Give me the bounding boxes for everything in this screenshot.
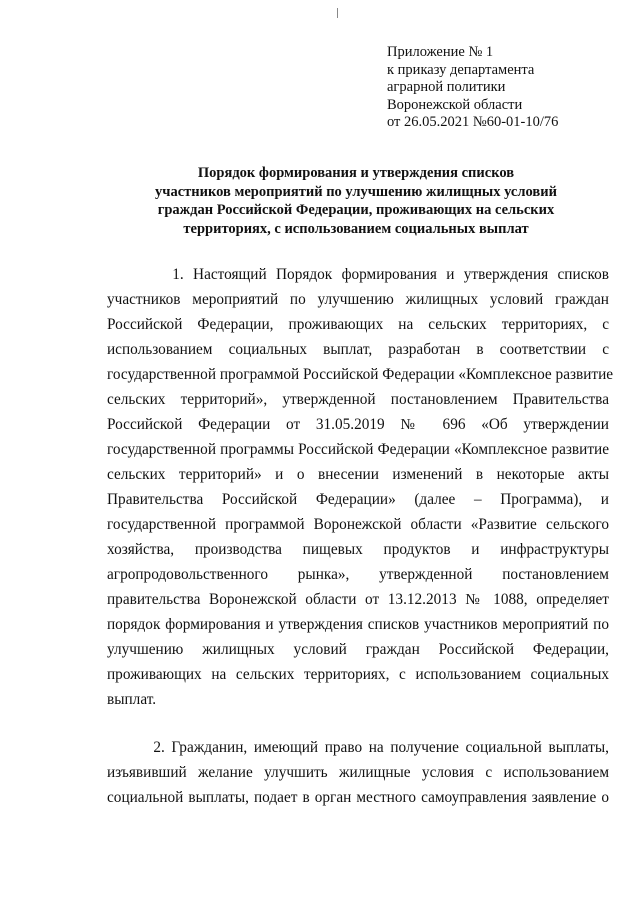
text-line: Российской Федерации от 31.05.2019 № 696 «Об утверждении — [107, 416, 609, 433]
text-line: участников мероприятий по улучшению жилищных условий граждан — [107, 291, 609, 308]
text-line: сельских территорий», утвержденной постановлением Правительства — [107, 391, 609, 408]
appendix-line: от 26.05.2021 №60-01-10/76 — [387, 114, 559, 130]
text-line: государственной программой Воронежской области «Развитие сельского — [107, 516, 609, 533]
appendix-line: аграрной политики — [387, 79, 506, 95]
text-line: государственной программы Российской Федерации «Комплексное развитие — [107, 441, 609, 458]
text-line: выплат. — [107, 691, 157, 708]
text-line: хозяйства, производства пищевых продуктов и инфраструктуры — [107, 541, 609, 558]
paragraph-1 — [107, 262, 614, 712]
title-line: территориях, с использованием социальных выплат — [183, 220, 529, 237]
title-line: участников мероприятий по улучшению жилищных условий — [155, 183, 557, 200]
appendix-line: к приказу департамента — [387, 61, 535, 78]
scan-mark — [337, 8, 338, 18]
text-line: государственной программой Российской Федерации «Комплексное развитие — [107, 366, 614, 383]
text-line: агропродовольственного рынка», утвержденной постановлением — [107, 566, 609, 583]
text-line: Правительства Российской Федерации» (далее – Программа), и — [107, 491, 609, 508]
appendix-line: Воронежской области — [387, 96, 523, 113]
text-line: изъявивший желание улучшить жилищные условия с использованием — [107, 764, 609, 781]
text-line: правительства Воронежской области от 13.12.2013 № 1088, определяет — [107, 591, 609, 608]
appendix-line: Приложение № 1 — [387, 44, 494, 60]
text-line: улучшению жилищных условий граждан Российской Федерации, — [107, 641, 609, 658]
appendix-block — [387, 44, 558, 132]
text-line: 2. Гражданин, имеющий право на получение социальной выплаты, — [107, 739, 609, 756]
title-line: граждан Российской Федерации, проживающих на сельских — [157, 202, 555, 218]
text-line: сельских территорий» и о внесении изменений в некоторые акты — [107, 466, 609, 483]
text-line: использованием социальных выплат, разработан в соответствии с — [107, 341, 609, 358]
document-title — [96, 164, 616, 238]
text-line: социальной выплаты, подает в орган местного самоуправления заявление о — [107, 789, 609, 806]
text-line: проживающих на сельских территориях, с использованием социальных — [107, 666, 609, 683]
text-line: порядок формирования и утверждения списков участников мероприятий по — [107, 616, 609, 633]
text-line: 1. Настоящий Порядок формирования и утверждения списков — [107, 266, 609, 283]
paragraph-2 — [107, 735, 609, 810]
text-line: Российской Федерации, проживающих на сельских территориях, с — [107, 316, 609, 333]
title-line: Порядок формирования и утверждения списков — [197, 165, 515, 181]
